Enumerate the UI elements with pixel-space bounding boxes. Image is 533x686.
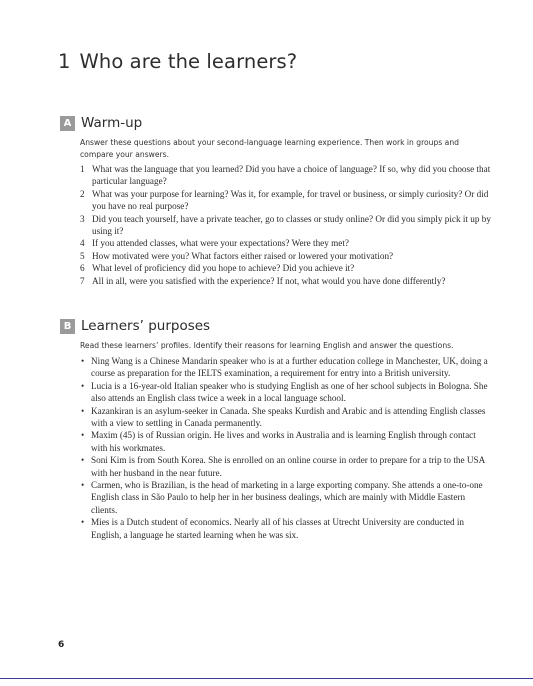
bullet-icon: • <box>81 405 85 416</box>
profile-item <box>80 516 492 541</box>
unit-title-text: Who are the learners? <box>79 50 298 73</box>
question-item <box>80 163 492 188</box>
question-item <box>80 237 492 249</box>
profile-item <box>80 479 492 516</box>
question-number: 4 <box>80 238 85 249</box>
question-text: What was the language that you learned? Did you have a choice of language? If so, why did you choose that particular language? <box>92 164 491 187</box>
question-item <box>80 213 492 238</box>
section-b-instructions: Read these learners’ profiles. Identify their reasons for learning English and answer the questions. <box>80 341 454 350</box>
question-item <box>80 188 492 213</box>
question-number: 5 <box>80 250 85 261</box>
profile-text: Carmen, who is Brazilian, is the head of marketing in a large exporting company. She attends a one-to-one English class in São Paulo to help her in her business dealings, which are mainly with Middle Eastern clients. <box>91 480 483 515</box>
section-b-title: Learners’ purposes <box>81 318 211 334</box>
profile-item <box>80 355 492 380</box>
page-number: 6 <box>58 640 65 650</box>
profile-item <box>80 405 492 430</box>
question-text: If you attended classes, what were your expectations? Were they met? <box>92 238 350 249</box>
section-a-title: Warm-up <box>81 115 143 131</box>
section-a-instructions: Answer these questions about your second-language learning experience. Then work in groups and compare your answers. <box>80 138 459 159</box>
profile-text: Soni Kim is from South Korea. She is enrolled on an online course in order to prepare for a trip to the USA with her husband in the near future. <box>91 455 485 478</box>
bullet-icon: • <box>81 480 85 491</box>
bullet-icon: • <box>81 430 85 441</box>
profile-text: Kazankiran is an asylum-seeker in Canada. She speaks Kurdish and Arabic and is attending English classes with a view to settling in Canada permanently. <box>91 405 486 429</box>
question-item <box>80 275 492 287</box>
question-number: 2 <box>80 188 85 199</box>
section-a-letter-badge: A <box>60 116 75 131</box>
learner-profile-list <box>80 355 492 541</box>
question-text: What level of proficiency did you hope to achieve? Did you achieve it? <box>92 263 355 274</box>
bottom-rule <box>0 678 533 679</box>
profile-item <box>80 454 492 479</box>
question-number: 1 <box>80 164 85 174</box>
bullet-icon: • <box>81 517 85 528</box>
section-b-letter-badge: B <box>60 319 75 334</box>
profile-text: Maxim (45) is of Russian origin. He lives and works in Australia and is learning English through contact with his workmates. <box>91 430 476 453</box>
section-a-header <box>60 115 142 131</box>
unit-title <box>58 50 297 73</box>
unit-number: 1 <box>58 50 71 73</box>
profile-item <box>80 380 492 405</box>
bullet-icon: • <box>81 380 85 391</box>
section-b-header <box>60 318 210 334</box>
question-number: 7 <box>80 275 85 286</box>
warm-up-question-list <box>80 163 492 287</box>
question-text: All in all, were you satisfied with the experience? If not, what would you have done differently? <box>92 275 446 286</box>
question-item <box>80 250 492 262</box>
question-number: 6 <box>80 263 85 274</box>
question-item <box>80 262 492 274</box>
question-text: Did you teach yourself, have a private teacher, go to classes or study online? Or did you simply pick it up by using it? <box>92 213 491 237</box>
profile-text: Lucia is a 16-year-old Italian speaker who is studying English as one of her school subjects in Bologna. She also attends an English class twice a week in a local language school. <box>91 380 488 404</box>
bullet-icon: • <box>81 455 85 466</box>
bullet-icon: • <box>81 356 85 366</box>
question-number: 3 <box>80 213 85 224</box>
question-text: What was your purpose for learning? Was it, for example, for travel or business, or simply curiosity? Or did you have no real purpose? <box>92 188 489 212</box>
question-text: How motivated were you? What factors either raised or lowered your motivation? <box>92 250 394 261</box>
profile-item <box>80 429 492 454</box>
profile-text: Mies is a Dutch student of economics. Nearly all of his classes at Utrecht University are conducted in English, a language he started learning when he was six. <box>91 517 465 540</box>
profile-text: Ning Wang is a Chinese Mandarin speaker who is at a further education college in Manchester, UK, doing a course as preparation for the IELTS examination, a requirement for entry into a British university. <box>91 356 488 379</box>
